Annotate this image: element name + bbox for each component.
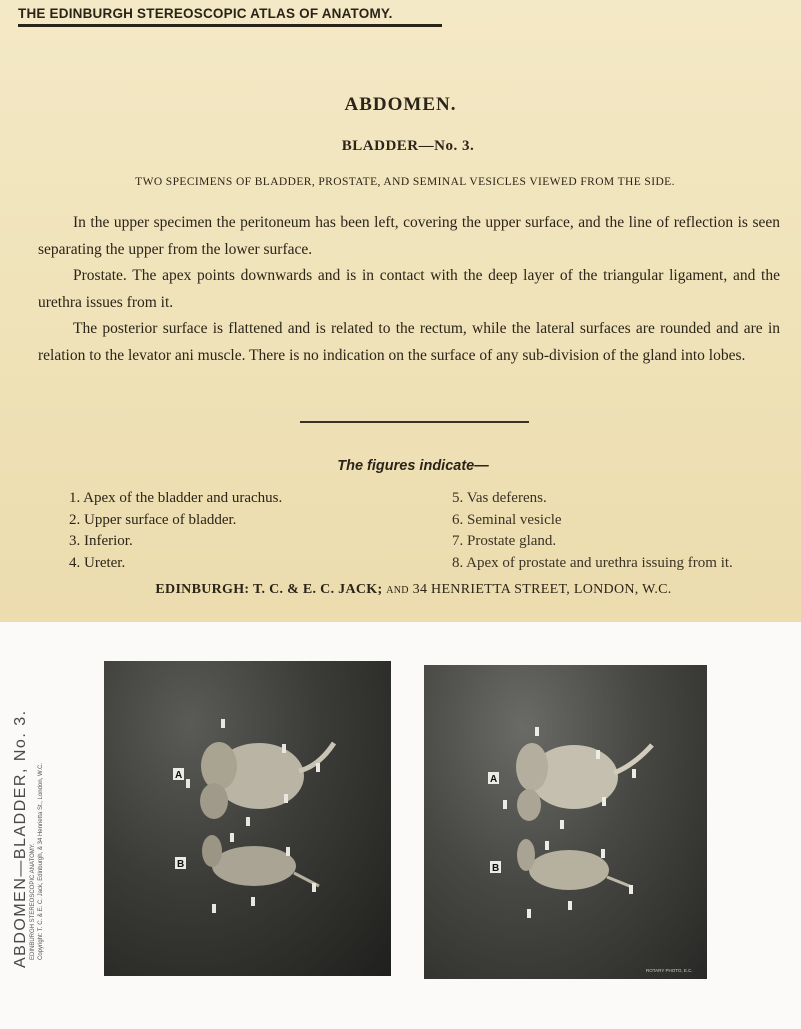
paragraph: The posterior surface is flattened and is related to the rectum, while the lateral surfaces are rounded and are in relation to the levator ani muscle. There is no indication on the surface of any sub-division of the gland into lobes. xyxy=(38,320,780,364)
legend-item: 7. Prostate gland. xyxy=(452,533,557,549)
specimen-label-b: B xyxy=(492,863,500,874)
figures-heading: The figures indicate— xyxy=(337,458,489,474)
specimen-label-b: B xyxy=(177,859,185,870)
divider xyxy=(300,421,529,423)
photo-credit: ROTARY PHOTO, E.C. xyxy=(646,968,693,973)
publisher-line xyxy=(0,582,801,598)
publisher-conj: AND xyxy=(386,585,409,596)
description xyxy=(38,210,780,369)
card-side-subtitle: EDINBURGH STEREOSCOPIC ANATOMY. xyxy=(30,843,36,960)
card-side-copyright: Copyright: T. C. & E. C. Jack, Edinburgh, & 34 Henrietta St., London, W.C. xyxy=(38,763,44,960)
plate-caption: TWO SPECIMENS OF BLADDER, PROSTATE, AND SEMINAL VESICLES VIEWED FROM THE SIDE. xyxy=(135,176,675,188)
legend-item: 8. Apex of prostate and urethra issuing from it. xyxy=(452,554,733,571)
publisher-address: 34 HENRIETTA STREET, LONDON, W.C. xyxy=(412,582,672,597)
publisher-name: EDINBURGH: T. C. & E. C. JACK; xyxy=(155,582,383,597)
stereo-photo-left xyxy=(104,661,391,976)
specimen-label-a: A xyxy=(175,770,183,781)
legend-item: 6. Seminal vesicle xyxy=(452,511,562,528)
subsection-title: BLADDER—No. 3. xyxy=(341,138,475,154)
legend-item: 5. Vas deferens. xyxy=(452,490,547,506)
legend-item: 1. Apex of the bladder and urachus. xyxy=(69,490,283,506)
stereo-card-side-label xyxy=(4,660,64,970)
paragraph: Prostate. The apex points downwards and is in contact with the deep layer of the triangular ligament, and the urethra issues from it. xyxy=(38,267,780,311)
legend-left xyxy=(69,488,282,574)
paragraph: In the upper specimen the peritoneum has been left, covering the upper surface, and the line of reflection is seen separating the upper from the lower surface. xyxy=(38,214,780,258)
specimen-label-a: A xyxy=(490,774,498,785)
stereo-photo-right xyxy=(424,665,707,979)
legend-right xyxy=(452,488,733,574)
header-rule xyxy=(18,24,442,27)
legend-item: 4. Ureter. xyxy=(69,554,126,571)
legend-item: 3. Inferior. xyxy=(69,533,133,549)
legend-item: 2. Upper surface of bladder. xyxy=(69,511,237,528)
section-title: ABDOMEN. xyxy=(344,94,457,115)
atlas-header: THE EDINBURGH STEREOSCOPIC ATLAS OF ANATOMY. xyxy=(18,6,393,21)
card-side-title: ABDOMEN—BLADDER, No. 3. xyxy=(12,709,29,968)
